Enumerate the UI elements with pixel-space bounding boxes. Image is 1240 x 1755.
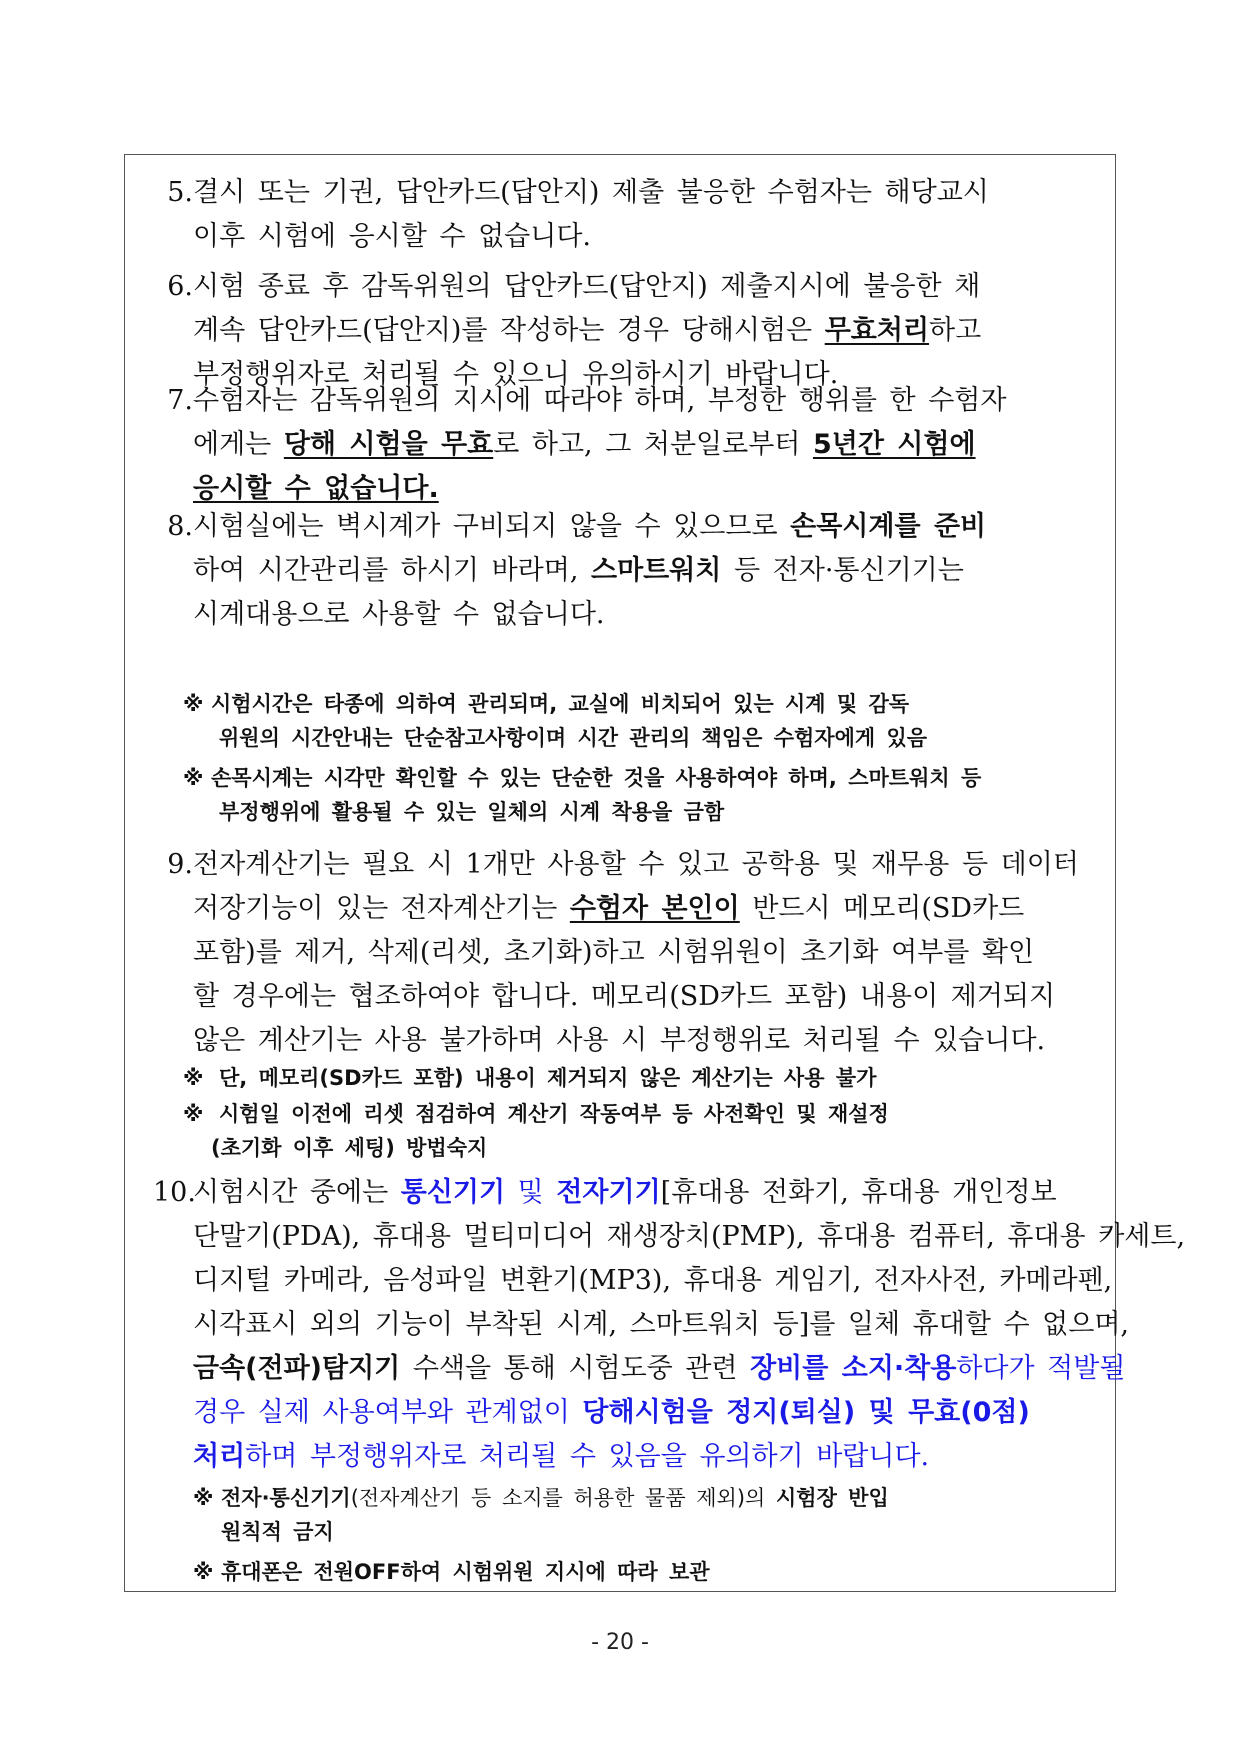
item-line: 시계대용으로 사용할 수 없습니다.	[193, 599, 605, 630]
item-line: 계속 답안카드(답안지)를 작성하는 경우 당해시험은 무효처리하고	[193, 315, 982, 346]
item-number: 5.	[167, 177, 193, 208]
reference-mark: ※	[183, 1066, 204, 1090]
item-line: 저장기능이 있는 전자계산기는 수험자 본인이 반드시 메모리(SD카드	[193, 893, 1025, 924]
reference-mark: ※	[193, 1486, 214, 1510]
item-line: 시험실에는 벽시계가 구비되지 않을 수 있으므로 손목시계를 준비	[193, 511, 987, 542]
emphasis-electronic-devices: 전자기기	[556, 1177, 661, 1208]
item-line: 않은 계산기는 사용 불가하며 사용 시 부정행위로 처리될 수 있습니다.	[193, 1025, 1046, 1056]
item-line: 부정행위자로 처리될 수 있으니 유의하시기 바랍니다.	[193, 359, 839, 390]
emphasis-possess-wear: 장비를 소지·착용	[750, 1353, 957, 1384]
item-line: 시험시간 중에는 통신기기 및 전자기기[휴대용 전화기, 휴대용 개인정보	[193, 1177, 1057, 1208]
item-line: 처리하며 부정행위자로 처리될 수 있음을 유의하기 바랍니다.	[193, 1441, 930, 1472]
reference-mark: ※	[183, 1102, 204, 1126]
emphasis-examinee-self: 수험자 본인이	[569, 893, 740, 924]
reference-mark: ※	[183, 692, 204, 716]
item-line: 응시할 수 없습니다.	[193, 473, 439, 504]
item-line: 할 경우에는 협조하여야 합니다. 메모리(SD카드 포함) 내용이 제거되지	[193, 981, 1056, 1012]
emphasis-metal-detector: 금속(전파)탐지기	[193, 1353, 401, 1384]
item-number: 10.	[153, 1177, 196, 1208]
item-line: 전자계산기는 필요 시 1개만 사용할 수 있고 공학용 및 재무용 등 데이터	[193, 849, 1079, 880]
item-number: 6.	[167, 271, 193, 302]
item-line: 이후 시험에 응시할 수 없습니다.	[193, 221, 591, 252]
item-line: 경우 실제 사용여부와 관계없이 당해시험을 정지(퇴실) 및 무효(0점)	[193, 1397, 1030, 1428]
emphasis-comm-devices: 통신기기	[400, 1177, 506, 1208]
item-line: 디지털 카메라, 음성파일 변환기(MP3), 휴대용 게임기, 전자사전, 카메라펜,	[193, 1265, 1113, 1296]
emphasis-smartwatch: 스마트워치	[590, 555, 722, 586]
item-number: 8.	[167, 511, 193, 542]
page-number: - 20 -	[591, 1630, 649, 1655]
emphasis-five-years: 5년간 시험에	[812, 429, 976, 460]
item-line: 결시 또는 기권, 답안카드(답안지) 제출 불응한 수험자는 해당교시	[193, 177, 989, 208]
emphasis-stop-invalid: 당해시험을 정지(퇴실) 및 무효(0점)	[582, 1397, 1030, 1428]
emphasis-wristwatch: 손목시계를 준비	[790, 511, 987, 542]
item-line: 에게는 당해 시험을 무효로 하고, 그 처분일로부터 5년간 시험에	[193, 429, 976, 460]
item-line: 수험자는 감독위원의 지시에 따라야 하며, 부정한 행위를 한 수험자	[193, 385, 1007, 416]
item-line: 시험 종료 후 감독위원의 답안카드(답안지) 제출지시에 불응한 채	[193, 271, 981, 302]
item-line: 하여 시간관리를 하시기 바라며, 스마트워치 등 전자·통신기기는	[193, 555, 964, 586]
item-number: 9.	[167, 849, 193, 880]
item-line: 금속(전파)탐지기 수색을 통해 시험도중 관련 장비를 소지·착용하다가 적발될	[193, 1353, 1126, 1384]
item-line: 포함)를 제거, 삭제(리셋, 초기화)하고 시험위원이 초기화 여부를 확인	[193, 937, 1035, 968]
notice-box: 5. 결시 또는 기권, 답안카드(답안지) 제출 불응한 수험자는 해당교시 이후 시험에 응시할 수 없습니다. 6. 시험 종료 후 감독위원의 답안카드(답안지) 제출지시에 불응한 채 계속 답안카드(답안지)를 작성하는 경우 당해시험은 무효처리하고 부정행위자로 처리될 수 있으니 유의하시기 바랍니다. 7. 수험자는 감독위원의 지시에 따라야 하며, 부정한 행위를 한 수험자 에게는 당해 시험을 무효로 하고, 그 처분일로부터 5년간 시험에 응시할 수 없습니다. 8. 시험실에는 벽시계가 구비되지 않을 수 있으므로 손목시계를 준비 하여 시간관리를 하시기 바라며, 스마트워치 등 전자·통신기기는 시계대용으로 사용할 수 없습니다. ※ 시험시간은 타종에 의하여 관리되며, 교실에 비치되어 있는 시계 및 감독 위원의 시간안내는 단순참고사항이며 시간 관리의 책임은 수험자에게 있음 ※ 손목시계는 시각만 확인할 수 있는 단순한 것을 사용하여야 하며, 스마트워치 등 부정행위에 활용될 수 있는 일체의 시계 착용을 금함 9. 전자계산기는 필요 시 1개만 사용할 수 있고 공학용 및 재무용 등 데이터 저장기능이 있는 전자계산기는 수험자 본인이 반드시 메모리(SD카드 포함)를 제거, 삭제(리셋, 초기화)하고 시험위원이 초기화 여부를 확인 할 경우에는 협조하여야 합니다. 메모리(SD카드 포함) 내용이 제거되지 않은 계산기는 사용 불가하며 사용 시 부정행위로 처리될 수 있습니다. ※ 단, 메모리(SD카드 포함) 내용이 제거되지 않은 계산기는 사용 불가 ※ 시험일 이전에 리셋 점검하여 계산기 작동여부 등 사전확인 및 재설정 (초기화 이후 세팅) 방법숙지 10. 시험시간 중에는 통신기기 및 전자기기[휴대용 전화기, 휴대용 개인정보 단말기(PDA), 휴대용 멀티미디어 재생장치(PMP), 휴대용 컴퓨터, 휴대용 카세트, 디지털 카메라, 음성파일 변환기(MP3), 휴대용 게임기, 전자사전, 카메라펜, 시각표시 외의 기능이 부착된 시계, 스마트워치 등]를 일체 휴대할 수 없으며, 금속(전파)탐지기 수색을 통해 시험도중 관련 장비를 소지·착용하다가 적발될 경우 실제 사용여부와 관계없이 당해시험을 정지(퇴실) 및 무효(0점) 처리하며 부정행위자로 처리될 수 있음을 유의하기 바랍니다. ※ 전자·통신기기(전자계산기 등 소지를 허용한 물품 제외)의 시험장 반입 원칙적 금지 ※ 휴대폰은 전원OFF하여 시험위원 지시에 따라 보관	[124, 154, 1116, 1592]
item-line: 시각표시 외의 기능이 부착된 시계, 스마트워치 등]를 일체 휴대할 수 없으며,	[193, 1309, 1129, 1340]
item-number: 7.	[167, 385, 193, 416]
item-line: 단말기(PDA), 휴대용 멀티미디어 재생장치(PMP), 휴대용 컴퓨터, 휴대용 카세트,	[193, 1221, 1186, 1252]
emphasis-invalid: 무효처리	[824, 315, 930, 346]
reference-mark: ※	[183, 766, 204, 790]
reference-mark: ※	[193, 1560, 214, 1584]
emphasis-exam-invalid: 당해 시험을 무효	[283, 429, 494, 460]
